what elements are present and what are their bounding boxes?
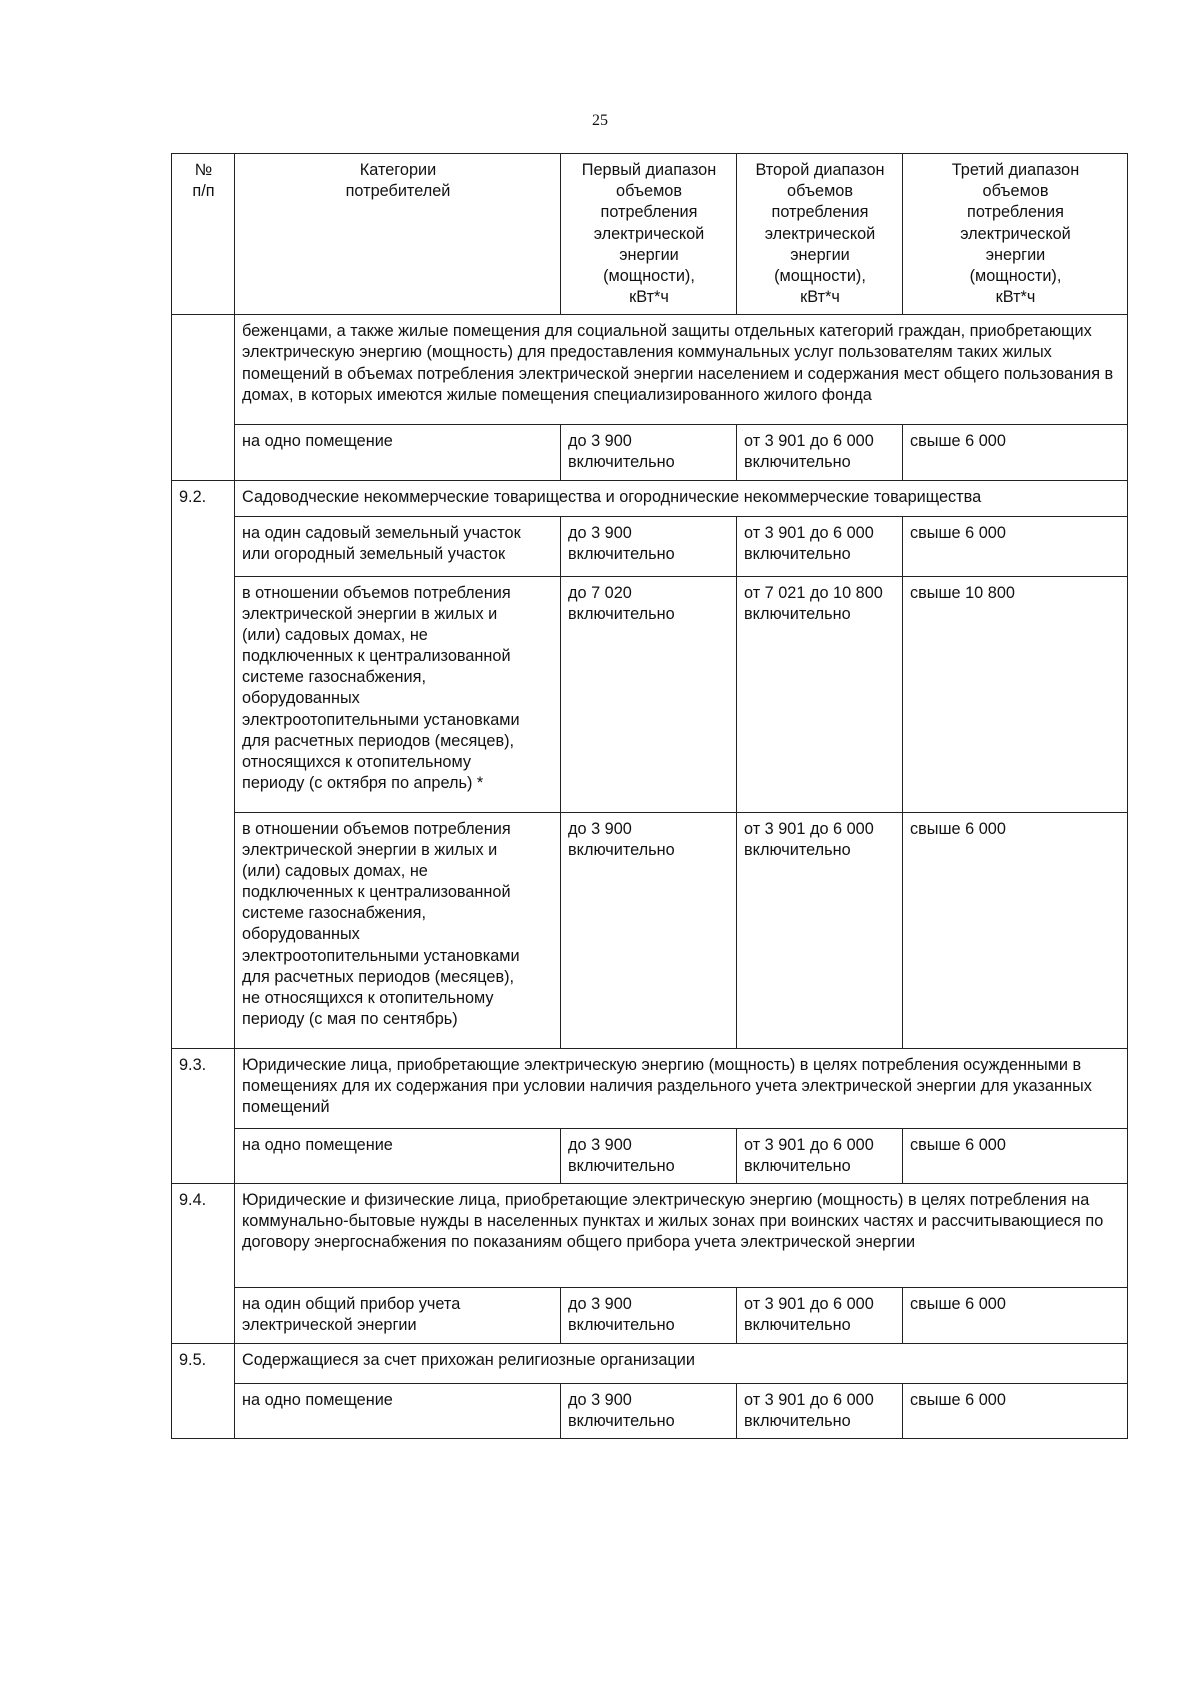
range2-cell: от 3 901 до 6 000 включительно bbox=[737, 1287, 903, 1343]
category-cell: на один общий прибор учета электрической энергии bbox=[235, 1287, 561, 1343]
section-title-row bbox=[172, 1048, 1128, 1128]
table-row bbox=[172, 516, 1128, 576]
range1-cell: до 3 900 включительно bbox=[561, 1287, 737, 1343]
section-title: Юридические и физические лица, приобретающие электрическую энергию (мощность) в целях потребления на коммунально-бытовые нужды в населенных пунктах и жилых зонах при воинских частях и рассчитывающиеся по договору энергоснабжения по показаниям общего прибора учета электрической энергии bbox=[235, 1183, 1128, 1287]
header-range1: Первый диапазон объемов потребления электрической энергии (мощности), кВт*ч bbox=[561, 154, 737, 315]
range3-cell: свыше 6 000 bbox=[903, 812, 1128, 1048]
section-number bbox=[172, 315, 235, 480]
range2-cell: от 3 901 до 6 000 включительно bbox=[737, 1383, 903, 1438]
category-cell: в отношении объемов потребления электрической энергии в жилых и (или) садовых домах, не подключенных к централизованной системе газоснабжения, оборудованных электроотопительными установками для расчетных периодов (месяцев), относящихся к отопительному периоду (с октября по апрель) * bbox=[235, 576, 561, 812]
header-num: № п/п bbox=[172, 154, 235, 315]
table-row bbox=[172, 576, 1128, 812]
range3-cell: свыше 6 000 bbox=[903, 1383, 1128, 1438]
table-row bbox=[172, 1128, 1128, 1183]
range1-cell: до 3 900 включительно bbox=[561, 1383, 737, 1438]
section-number: 9.3. bbox=[172, 1048, 235, 1183]
table-row bbox=[172, 1287, 1128, 1343]
range2-cell: от 3 901 до 6 000 включительно bbox=[737, 425, 903, 480]
range3-cell: свыше 6 000 bbox=[903, 1128, 1128, 1183]
range1-cell: до 3 900 включительно bbox=[561, 425, 737, 480]
section-title: Юридические лица, приобретающие электрическую энергию (мощность) в целях потребления осужденными в помещениях для их содержания при условии наличия раздельного учета электрической энергии для указанных помещений bbox=[235, 1048, 1128, 1128]
section-title: Садоводческие некоммерческие товарищества и огороднические некоммерческие товарищества bbox=[235, 480, 1128, 516]
tariff-table bbox=[171, 153, 1128, 1439]
category-cell: в отношении объемов потребления электрической энергии в жилых и (или) садовых домах, не подключенных к централизованной системе газоснабжения, оборудованных электроотопительными установками для расчетных периодов (месяцев), не относящихся к отопительному периоду (с мая по сентябрь) bbox=[235, 812, 561, 1048]
category-cell: на одно помещение bbox=[235, 1383, 561, 1438]
page-number: 25 bbox=[592, 112, 608, 129]
range3-cell: свыше 10 800 bbox=[903, 576, 1128, 812]
range2-cell: от 7 021 до 10 800 включительно bbox=[737, 576, 903, 812]
range2-cell: от 3 901 до 6 000 включительно bbox=[737, 516, 903, 576]
section-number: 9.2. bbox=[172, 480, 235, 1048]
header-range2: Второй диапазон объемов потребления электрической энергии (мощности), кВт*ч bbox=[737, 154, 903, 315]
section-title-row bbox=[172, 480, 1128, 516]
category-cell: на один садовый земельный участок или огородный земельный участок bbox=[235, 516, 561, 576]
range3-cell: свыше 6 000 bbox=[903, 1287, 1128, 1343]
range2-cell: от 3 901 до 6 000 включительно bbox=[737, 1128, 903, 1183]
section-title-row bbox=[172, 315, 1128, 425]
section-title-row bbox=[172, 1343, 1128, 1383]
section-title-row bbox=[172, 1183, 1128, 1287]
section-title: Содержащиеся за счет прихожан религиозные организации bbox=[235, 1343, 1128, 1383]
section-number: 9.5. bbox=[172, 1343, 235, 1438]
category-cell: на одно помещение bbox=[235, 425, 561, 480]
range3-cell: свыше 6 000 bbox=[903, 516, 1128, 576]
header-category: Категории потребителей bbox=[235, 154, 561, 315]
range1-cell: до 3 900 включительно bbox=[561, 812, 737, 1048]
table-header-row bbox=[172, 154, 1128, 315]
section-title: беженцами, а также жилые помещения для социальной защиты отдельных категорий граждан, приобретающих электрическую энергию (мощность) для предоставления коммунальных услуг пользователям таких жилых помещений в объемах потребления электрической энергии населением и содержания мест общего пользования в домах, в которых имеются жилые помещения специализированного жилого фонда bbox=[235, 315, 1128, 425]
table-row bbox=[172, 425, 1128, 480]
table-row bbox=[172, 812, 1128, 1048]
table-row bbox=[172, 1383, 1128, 1438]
section-number: 9.4. bbox=[172, 1183, 235, 1343]
range1-cell: до 3 900 включительно bbox=[561, 1128, 737, 1183]
header-range3: Третий диапазон объемов потребления электрической энергии (мощности), кВт*ч bbox=[903, 154, 1128, 315]
range1-cell: до 7 020 включительно bbox=[561, 576, 737, 812]
range1-cell: до 3 900 включительно bbox=[561, 516, 737, 576]
range3-cell: свыше 6 000 bbox=[903, 425, 1128, 480]
range2-cell: от 3 901 до 6 000 включительно bbox=[737, 812, 903, 1048]
category-cell: на одно помещение bbox=[235, 1128, 561, 1183]
